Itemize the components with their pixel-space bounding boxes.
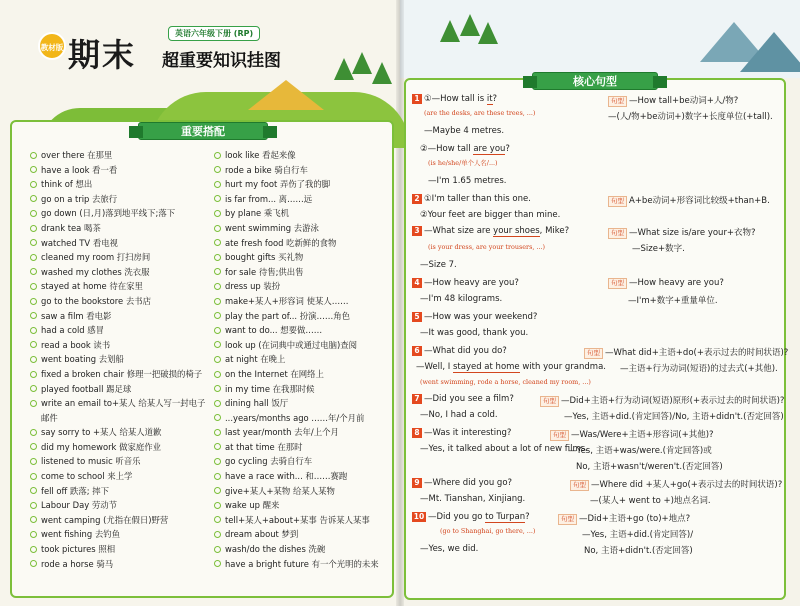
tent-icon [248,80,324,110]
bullet-icon [214,414,221,421]
phrase-item [30,498,210,513]
phrase-item [30,411,210,426]
pattern-rule: —Size+数字. [632,244,685,254]
pattern-rule: 句型 —What did+主语+do(+表示过去的时间状语)? [584,346,788,359]
bullet-icon [214,429,221,436]
pattern-rule: 句型 —What size is/are your+衣物? [608,226,756,239]
phrase-item [30,396,210,411]
phrase-item [30,440,210,455]
phrase-item [214,221,394,236]
bullet-icon [214,298,221,305]
phrase-text: go down (日,月)落到地平线下;落下 [41,208,176,219]
phrase-item [214,338,394,353]
substitution-note: (went swimming, rode a horse, cleaned my room, ...) [420,378,591,386]
bullet-icon [214,225,221,232]
phrase-text: rode a horse 骑马 [41,558,114,569]
bullet-icon [214,327,221,334]
bullet-icon [214,312,221,319]
bullet-icon [30,181,37,188]
sentence-8a: 8 —Was it interesting? [412,428,511,438]
phrase-text: 邮件 [41,412,58,423]
sentence-7b: —No, I had a cold. [420,410,498,420]
phrase-text: Labour Day 劳动节 [41,500,117,511]
bullet-icon [30,516,37,523]
phrase-item [30,367,210,382]
phrase-text: look like 看起来像 [225,150,296,160]
bullet-icon [30,341,37,348]
sentence-2a: 2 ①I'm taller than this one. [412,194,531,204]
phrase-item [30,236,210,251]
phrase-item [214,382,394,397]
pattern-rule: No, 主语+didn't.(否定回答) [584,546,693,556]
bullet-icon [30,195,37,202]
phrase-item [214,323,394,338]
phrase-item [214,206,394,221]
bullet-icon [214,283,221,290]
phrase-text: go on a trip 去旅行 [41,193,118,204]
pattern-rule: —主语+行为动词(短语)的过去式(+其他). [620,364,778,374]
phrase-item [30,454,210,469]
pattern-rule: 句型 A+be动词+形容词比较级+than+B. [608,194,770,207]
pattern-rule: —I'm+数字+重量单位. [628,296,718,306]
bullet-icon [214,181,221,188]
phrase-text: have a look 看一看 [41,164,118,175]
phrase-item [214,484,394,499]
phrase-item [214,396,394,411]
phrase-item [214,177,394,192]
phrase-item [214,469,394,484]
phrase-item [30,163,210,178]
phrase-item [30,265,210,280]
sentence-1a: 1 ①—How tall is it? [412,94,497,104]
phrase-item [214,309,394,324]
phrase-text: think of 想出 [41,179,93,190]
bullet-icon [30,371,37,378]
phrase-text: listened to music 听音乐 [41,456,141,467]
bullet-icon [214,502,221,509]
bullet-icon [214,546,221,553]
phrase-text: come to school 来上学 [41,471,133,482]
phrase-item [214,265,394,280]
phrase-item [214,527,394,542]
phrase-item [214,236,394,251]
phrase-item [30,542,210,557]
phrase-item [30,323,210,338]
phrase-text: at night 在晚上 [225,354,286,365]
sentence-9a: 9 —Where did you go? [412,478,512,488]
phrase-text: fell off 跌落; 摔下 [41,485,109,496]
phrases-heading: 重要搭配 [138,122,268,140]
mountain-icon [740,32,800,72]
phrase-item [214,557,394,572]
phrase-text: over there 在那里 [41,150,113,160]
sentence-5b: —It was good, thank you. [420,328,529,338]
bullet-icon [30,502,37,509]
sentence-9b: —Mt. Tianshan, Xinjiang. [420,494,526,504]
bullet-icon [30,385,37,392]
bullet-icon [214,268,221,275]
grade-tag: 英语六年级下册 (RP) [168,26,260,41]
phrase-text: ate fresh food 吃新鲜的食物 [225,237,337,248]
pattern-rule: —Yes, 主语+did.(肯定回答)/No, 主语+didn't.(否定回答) [564,412,784,422]
phrase-item [214,163,394,178]
phrase-text: by plane 乘飞机 [225,208,289,219]
phrase-text: saw a film 看电影 [41,310,112,321]
phrase-item [214,513,394,528]
sentence-8b: —Yes, it talked about a lot of new films. [420,444,588,454]
bullet-icon [30,356,37,363]
phrase-text: want to do... 想要做…… [225,325,323,336]
phrase-item [30,425,210,440]
phrase-text: tell+某人+about+某事 告诉某人某事 [225,514,370,525]
phrase-text: write an email to+某人 给某人写一封电子 [41,398,206,409]
phrase-text: last year/month 去年/上个月 [225,427,339,438]
tree-icon [372,62,392,84]
phrase-text: fixed a broken chair 修理一把破损的椅子 [41,368,203,379]
page-subtitle: 超重要知识挂图 [162,51,281,71]
bullet-icon [214,443,221,450]
phrase-text: dress up 装扮 [225,281,281,292]
phrase-item [30,221,210,236]
phrase-item [30,250,210,265]
phrase-item [30,309,210,324]
phrase-text: is far from... 离……远 [225,193,313,204]
phrase-text: played football 踢足球 [41,383,132,394]
sentence-3a: 3 —What size are your shoes, Mike? [412,226,569,236]
phrase-item [30,338,210,353]
sentence-1b: —Maybe 4 metres. [424,126,505,136]
phrase-item [214,411,394,426]
bullet-icon [214,210,221,217]
bullet-icon [30,166,37,173]
phrase-column-1 [30,148,210,571]
pattern-rule: —Yes, 主语+was/were.(肯定回答)或 [568,446,712,456]
phrase-text: dream about 梦到 [225,529,299,540]
phrase-text: rode a bike 骑自行车 [225,164,308,175]
edition-badge: 教材版 [38,32,66,60]
phrase-text: had a cold 感冒 [41,325,104,336]
page-title: 期末 [68,36,137,74]
bullet-icon [214,531,221,538]
sentence-1d: —I'm 1.65 metres. [428,176,507,186]
phrase-item [214,294,394,309]
tree-icon [352,52,372,74]
sentence-4a: 4 —How heavy are you? [412,278,519,288]
bullet-icon [214,516,221,523]
phrase-item [30,148,210,163]
bullet-icon [214,166,221,173]
phrase-item [214,498,394,513]
bullet-icon [30,429,37,436]
tree-icon [440,20,460,42]
substitution-note: (is your dress, are your trousers, ...) [428,243,546,251]
phrase-text: watched TV 看电视 [41,237,118,248]
bullet-icon [214,239,221,246]
phrase-text: give+某人+某物 给某人某物 [225,485,335,496]
bullet-icon [214,356,221,363]
phrase-column-2 [214,148,394,571]
phrase-item [214,148,394,163]
pattern-rule: No, 主语+wasn't/weren't.(否定回答) [576,462,723,472]
phrase-text: went boating 去划船 [41,354,124,365]
phrase-text: at that time 在那时 [225,441,303,452]
phrase-text: go cycling 去骑自行车 [225,456,313,467]
bullet-icon [214,341,221,348]
item-number: 1 [412,94,422,104]
sentence-2b: ②Your feet are bigger than mine. [420,210,561,220]
bullet-icon [30,298,37,305]
phrase-text: wash/do the dishes 洗碗 [225,544,326,555]
page-fold [396,0,404,606]
pattern-rule: 句型 —How tall+be动词+人/物? [608,94,738,107]
phrase-item [30,279,210,294]
pattern-rule: 句型 —Did+主语+行为动词(短语)原形(+表示过去的时间状语)? [540,394,784,407]
phrase-text: in my time 在我那时候 [225,383,315,394]
phrase-text: stayed at home 待在家里 [41,281,143,292]
bullet-icon [30,560,37,567]
bullet-icon [30,443,37,450]
phrase-item [30,192,210,207]
phrase-item [214,542,394,557]
phrase-item [30,177,210,192]
pattern-rule: —Yes, 主语+did.(肯定回答)/ [582,530,694,540]
bullet-icon [30,312,37,319]
pattern-rule: 句型 —Was/Were+主语+形容词(+其他)? [550,428,714,441]
bullet-icon [214,152,221,159]
phrase-item [30,513,210,528]
substitution-note: (go to Shanghai, go there, ...) [440,527,536,535]
phrase-item [30,206,210,221]
phrase-item [30,294,210,309]
phrase-text: have a race with... 和……赛跑 [225,471,348,482]
phrase-text: went camping (尤指在假日)野营 [41,514,169,525]
phrase-text: go to the bookstore 去书店 [41,295,151,306]
tree-icon [478,22,498,44]
phrase-text: wake up 醒来 [225,500,280,511]
sentence-10a: 10 —Did you go to Turpan? [413,512,530,522]
bullet-icon [30,458,37,465]
pattern-rule: 句型 —Did+主语+go (to)+地点? [558,512,690,525]
sentence-6b: —Well, I stayed at home with your grandma. [416,362,606,372]
bullet-icon [30,254,37,261]
bullet-icon [30,210,37,217]
phrase-item [30,557,210,572]
sentence-3b: —Size 7. [420,260,457,270]
phrase-text: say sorry to +某人 给某人道歉 [41,427,162,438]
phrase-item [214,367,394,382]
sentences-heading: 核心句型 [532,72,658,90]
bullet-icon [214,385,221,392]
phrase-text: cleaned my room 打扫房间 [41,252,151,263]
bullet-icon [30,400,37,407]
sentence-4b: —I'm 48 kilograms. [420,294,503,304]
phrase-item [214,352,394,367]
phrase-item [214,250,394,265]
phrase-text: look up (在词典中或通过电脑)查阅 [225,339,358,350]
phrase-item [214,454,394,469]
bullet-icon [30,473,37,480]
phrase-item [30,469,210,484]
bullet-icon [214,473,221,480]
phrase-text: play the part of... 扮演……角色 [225,310,350,321]
pattern-rule: —(人/物+be动词+)数字+长度单位(+tall). [608,112,773,122]
sentence-5a: 5 —How was your weekend? [412,312,537,322]
phrase-item [214,440,394,455]
bullet-icon [30,152,37,159]
phrase-text: on the Internet 在网络上 [225,368,324,379]
bullet-icon [30,487,37,494]
pattern-rule: 句型 —Where did +某人+go(+表示过去的时间状语)? [570,478,782,491]
phrase-text: make+某人+形容词 使某人…… [225,295,349,306]
phrase-text: went swimming 去游泳 [225,222,319,233]
bullet-icon [214,195,221,202]
phrase-text: drank tea 喝茶 [41,222,101,233]
phrase-text: for sale 待售;供出售 [225,266,304,277]
phrase-text: hurt my foot 弄伤了我的脚 [225,179,331,190]
sentence-1c: ②—How tall are you? [420,144,510,154]
phrase-item [214,192,394,207]
phrase-text: did my homework 做家庭作业 [41,441,161,452]
bullet-icon [214,560,221,567]
substitution-note: (are the desks, are these trees, ...) [424,109,536,117]
phrase-text: went fishing 去钓鱼 [41,529,120,540]
pattern-rule: 句型 —How heavy are you? [608,278,724,289]
bullet-icon [30,225,37,232]
phrase-text: read a book 读书 [41,339,111,350]
bullet-icon [214,400,221,407]
substitution-note: (is he/she/单个人名/...) [428,159,498,167]
phrase-item [214,425,394,440]
phrase-text: ...years/months ago ……年/个月前 [225,412,365,423]
phrase-text: dining hall 饭厅 [225,398,289,409]
bullet-icon [30,327,37,334]
phrase-text: bought gifts 买礼物 [225,252,304,263]
bullet-icon [214,254,221,261]
sentence-10b: —Yes, we did. [420,544,479,554]
sentence-7a: 7 —Did you see a film? [412,394,514,404]
phrase-item [30,382,210,397]
bullet-icon [30,239,37,246]
phrase-item [30,484,210,499]
bullet-icon [214,458,221,465]
phrase-text: washed my clothes 洗衣服 [41,266,150,277]
bullet-icon [214,487,221,494]
bullet-icon [214,371,221,378]
phrase-item [30,352,210,367]
phrase-text: took pictures 照相 [41,544,116,555]
bullet-icon [30,283,37,290]
bullet-icon [30,268,37,275]
phrase-item [30,527,210,542]
bullet-icon [30,546,37,553]
tree-icon [460,14,480,36]
phrase-text: have a bright future 有一个光明的未来 [225,558,379,569]
phrase-item [214,279,394,294]
sentence-6a: 6 —What did you do? [412,346,507,356]
tree-icon [334,58,354,80]
bullet-icon [30,531,37,538]
pattern-rule: —(某人+ went to +)地点名词. [590,496,711,506]
